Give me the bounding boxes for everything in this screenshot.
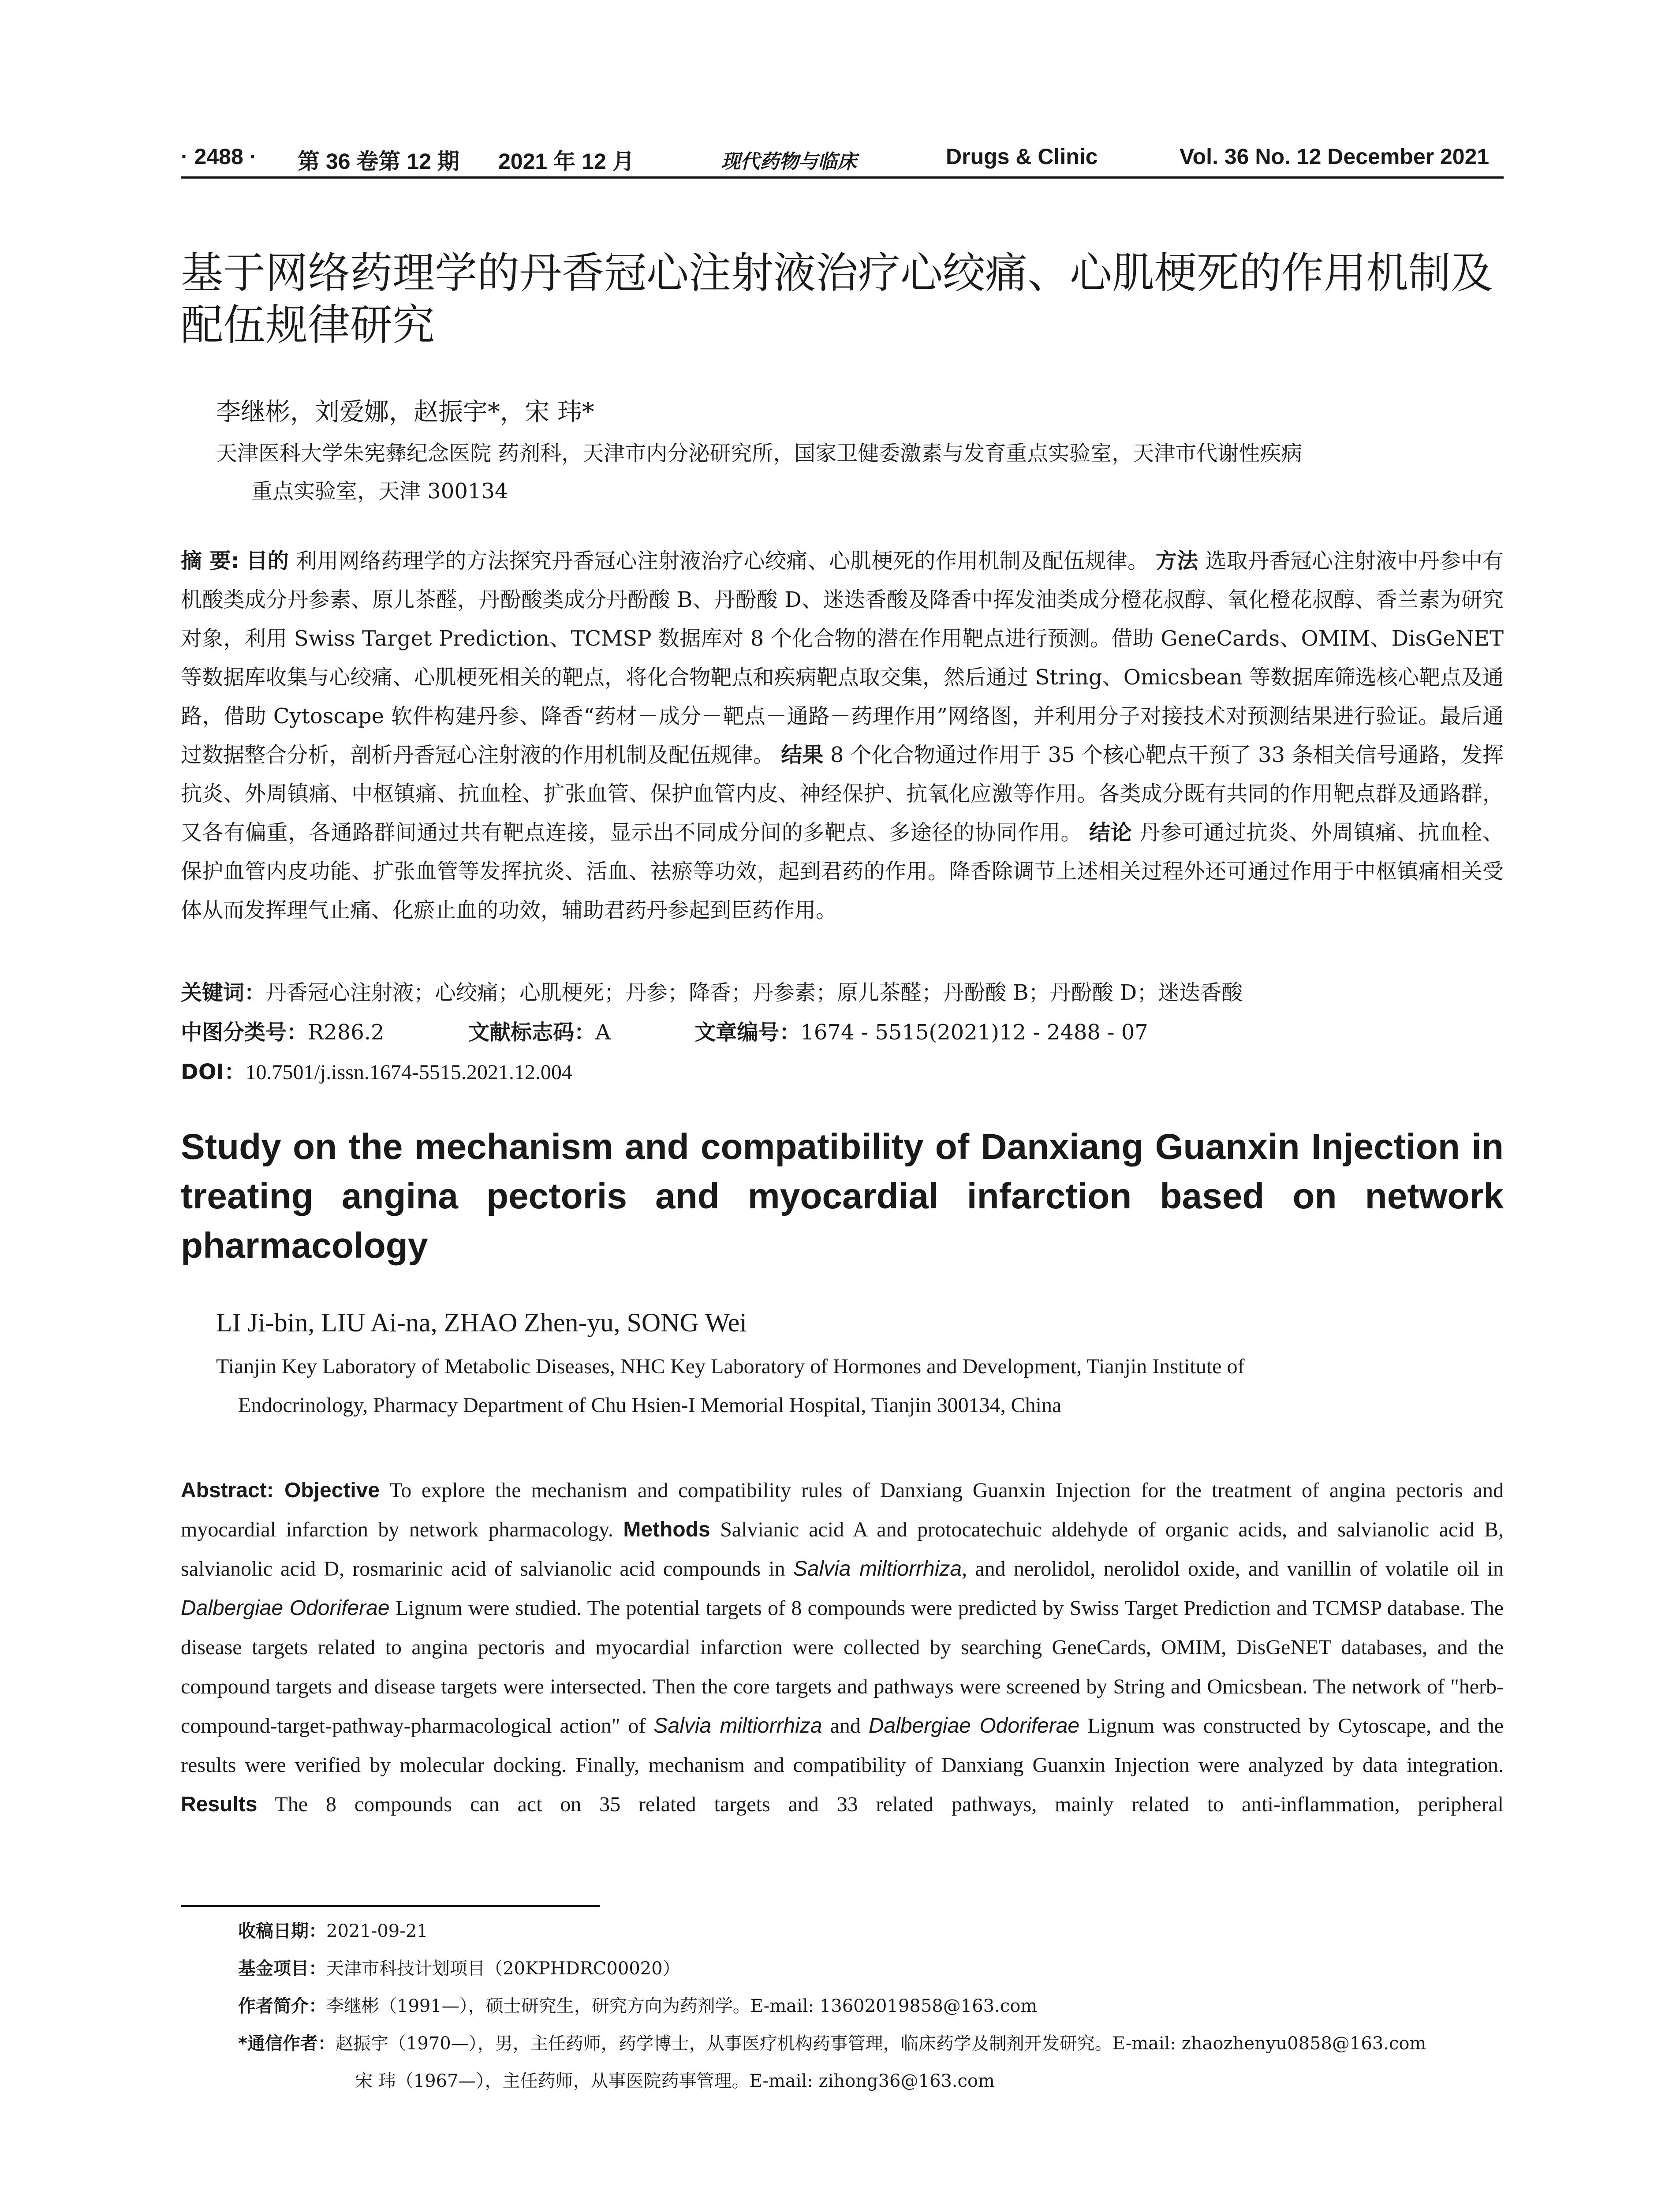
footnote-correspondence-2: 宋 玮（1967—），主任药师，从事医院药事管理。E-mail: zihong36@163.com <box>355 2071 995 2091</box>
footnote-received: 收稿日期：2021-09-21 <box>238 1921 428 1941</box>
volume-zh: 第 36 卷第 12 期 <box>298 149 459 174</box>
results-label-en: Results <box>181 1793 258 1816</box>
affiliation-zh: 天津医科大学朱宪彝纪念医院 药剂科，天津市内分泌研究所，国家卫健委激素与发育重点实验室，天津市代谢性疾病 重点实验室，天津 300134 <box>216 441 1303 504</box>
doi-line: DOI：10.7501/j.issn.1674-5515.2021.12.004 <box>181 1060 572 1084</box>
methods-label: 方法 <box>1155 549 1198 573</box>
methods-text: 选取丹香冠心注射液中丹参中有机酸类成分丹参素、原儿茶醛，丹酚酸类成分丹酚酸 B、丹酚酸 D、迷迭香酸及降香中挥发油类成分橙花叔醇、氧化橙花叔醇、香兰素为研究对象，利用 Swiss Target Prediction、TCMSP 数据库对 8 个化合物的潜在作用靶点进行预测。借助 GeneCards、OMIM、DisGeNET 等数据库收集与心绞痛、心肌梗死相关的靶点，将化合物靶点和疾病靶点取交集，然后通过 String、Omicsbean 等数据库筛选核心靶点及通路，借助 Cytoscape 软件构建丹参、降香“药材－成分－靶点－通路－药理作用”网络图，并利用分子对接技术对预测结果进行验证。最后通过数据整合分析，剖析丹香冠心注射液的作用机制及配伍规律。 <box>181 549 1504 767</box>
results-text: 8 个化合物通过作用于 35 个核心靶点干预了 33 条相关信号通路，发挥抗炎、外周镇痛、中枢镇痛、抗血栓、扩张血管、保护血管内皮、神经保护、抗氧化应激等作用。各类成分既有共同的作用靶点群及通路群，又各有偏重，各通路群间通过共有靶点连接，显示出不同成分间的多靶点、多途径的协同作用。 <box>181 743 1504 845</box>
title-zh <box>181 247 1504 351</box>
title-zh-line: 配伍规律研究 <box>181 300 435 350</box>
species-name: Dalbergiae Odoriferae <box>181 1596 390 1620</box>
objective-text-en: To explore the mechanism and compatibility rules of Danxiang Guanxin Injection for the treatment of angina pectoris and myocardial infarction by network pharmacology. <box>181 1479 1504 1541</box>
objective-text: 利用网络药理学的方法探究丹香冠心注射液治疗心绞痛、心肌梗死的作用机制及配伍规律。 <box>295 549 1149 573</box>
title-en: Study on the mechanism and compatibility of Danxiang Guanxin Injection in treating angina pectoris and myocardial infarction based on network pharmacology <box>181 1127 1504 1266</box>
footnote-author: 作者简介：李继彬（1991—），硕士研究生，研究方向为药剂学。E-mail: 13602019858@163.com <box>238 1996 1038 2016</box>
footnote-correspondence: *通信作者：赵振宇（1970—），男，主任药师，药学博士，从事医疗机构药事管理，临床药学及制剂开发研究。E-mail: zhaozhenyu0858@163.com <box>238 2033 1426 2054</box>
objective-label: 目的 <box>246 549 289 573</box>
journal-en: Drugs & Clinic <box>946 144 1098 169</box>
journal-zh: 现代药物与临床 <box>721 150 857 173</box>
affiliation-en: Tianjin Key Laboratory of Metabolic Diseases, NHC Key Laboratory of Hormones and Development, Tianjin Institute of Endocrinology, Pharmacy Department of Chu Hsien-I Memorial Hospital, Tianjin 300134, China <box>216 1355 1245 1417</box>
header-rule <box>181 176 1504 179</box>
abstract-label: 摘 要: <box>181 549 239 573</box>
authors-zh: 李继彬，刘爱娜，赵振宇*，宋 玮* <box>216 398 594 426</box>
results-text-en: The 8 compounds can act on 35 related targets and 33 related pathways, mainly related to anti-inflammation, peripheral <box>275 1793 1504 1816</box>
authors-en: LI Ji-bin, LIU Ai-na, ZHAO Zhen-yu, SONG Wei <box>216 1308 747 1337</box>
footnote-rule <box>181 1905 600 1907</box>
running-header <box>181 141 1504 176</box>
title-zh-line: 基于网络药理学的丹香冠心注射液治疗心绞痛、心肌梗死的作用机制及 <box>181 248 1493 298</box>
page-number: · 2488 · <box>181 144 257 169</box>
abstract-objective-label: Abstract: Objective <box>181 1479 380 1502</box>
species-name: Salvia miltiorrhiza <box>793 1557 962 1581</box>
abstract-zh <box>181 542 1504 930</box>
volume-en: Vol. 36 No. 12 December 2021 <box>1180 144 1490 169</box>
results-label: 结果 <box>781 743 824 767</box>
footnote-fund: 基金项目：天津市科技计划项目（20KPHDRC00020） <box>238 1958 680 1979</box>
date-zh: 2021 年 12 月 <box>498 149 635 174</box>
methods-label-en: Methods <box>623 1518 710 1541</box>
conclusion-text: 丹参可通过抗炎、外周镇痛、抗血栓、保护血管内皮功能、扩张血管等发挥抗炎、活血、祛瘀等功效，起到君药的作用。降香除调节上述相关过程外还可通过作用于中枢镇痛相关受体从而发挥理气止痛、化瘀止血的功效，辅助君药丹参起到臣药作用。 <box>181 820 1504 923</box>
conclusion-label: 结论 <box>1089 820 1132 845</box>
keywords-zh: 关键词：丹香冠心注射液；心绞痛；心肌梗死；丹参；降香；丹参素；原儿茶醛；丹酚酸 B；丹酚酸 D；迷迭香酸 <box>181 980 1243 1005</box>
classification-line: 中图分类号：R286.2 文献标志码：A 文章编号：1674 - 5515(2021)12 - 2488 - 07 <box>181 1020 1148 1045</box>
abstract-en: Abstract: Objective To explore the mechanism and compatibility rules of Danxiang Guanxin Injection for the treatment of angina pectoris and myocardial infarction by network pharmacology. Methods Salvianic acid A and protocatechuic aldehyde of organic acids, and salvianolic acid B, salvianolic acid D, rosmarinic acid of salvianolic acid compounds in Salvia miltiorrhiza, and nerolidol, nerolidol oxide, and vanillin of volatile oil in Dalbergiae Odoriferae Lignum were studied. The potential targets of 8 compounds were predicted by Swiss Target Prediction and TCMSP database. The disease targets related to angina pectoris and myocardial infarction were collected by searching GeneCards, OMIM, DisGeNET databases, and the compound targets and disease targets were intersected. Then the core targets and pathways were screened by String and Omicsbean. The network of "herb-compound-target-pathway-pharmacological action" of Salvia miltiorrhiza and Dalbergiae Odoriferae Lignum was constructed by Cytoscape, and the results were verified by molecular docking. Finally, mechanism and compatibility of Danxiang Guanxin Injection were analyzed by data integration. Results The 8 compounds can act on 35 related targets and 33 related pathways, mainly related to anti-inflammation, peripheral <box>181 1479 1504 1816</box>
species-name: Dalbergiae Odoriferae <box>868 1714 1080 1738</box>
species-name: Salvia miltiorrhiza <box>653 1714 822 1738</box>
